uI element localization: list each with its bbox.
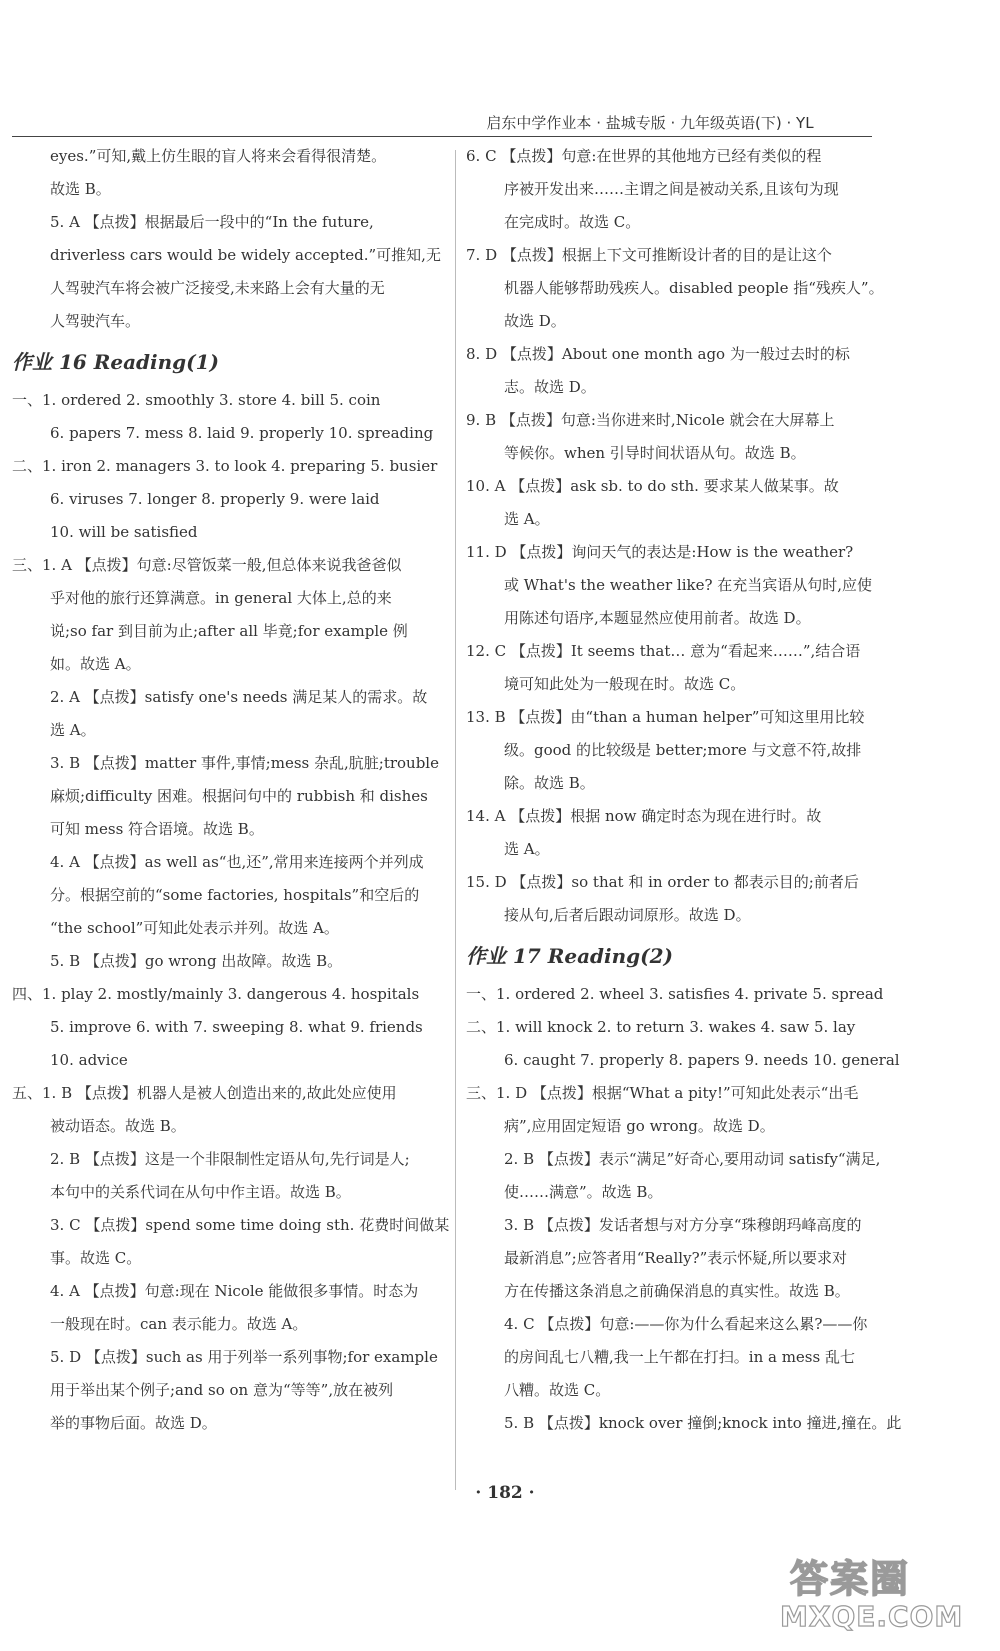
text-line: 2. A 【点拨】satisfy one's needs 满足某人的需求。故 (50, 688, 428, 706)
watermark-url: MXQE.COM (780, 1600, 964, 1633)
section-heading: 作业 16 Reading(1) (12, 350, 220, 374)
text-line: 二、1. will knock 2. to return 3. wakes 4. saw 5. lay (466, 1018, 856, 1036)
text-line: 选 A。 (504, 510, 550, 528)
text-line: 选 A。 (504, 840, 550, 858)
page-number: · 182 · (475, 1483, 535, 1503)
right-column (466, 140, 906, 1440)
section-heading: 作业 17 Reading(2) (466, 944, 674, 968)
text-line: 说;so far 到目前为止;after all 毕竟;for example 例 (50, 622, 408, 640)
text-line: 方在传播这条消息之前确保消息的真实性。故选 B。 (504, 1282, 850, 1300)
text-line: 5. B 【点拨】knock over 撞倒;knock into 撞进,撞在。此 (504, 1414, 902, 1432)
text-line: 三、1. D 【点拨】根据“What a pity!”可知此处表示“出毛 (466, 1084, 859, 1102)
text-line: 麻烦;difficulty 困难。根据问句中的 rubbish 和 dishes (50, 787, 428, 805)
left-column (12, 140, 450, 1440)
text-line: 三、1. A 【点拨】句意:尽管饭菜一般,但总体来说我爸爸似 (12, 556, 402, 574)
text-line: 人驾驶汽车将会被广泛接受,未来路上会有大量的无 (50, 279, 385, 297)
text-line: 序被开发出来……主谓之间是被动关系,且该句为现 (504, 180, 839, 198)
text-line: 6. C 【点拨】句意:在世界的其他地方已经有类似的程 (466, 147, 822, 165)
text-line: 5. A 【点拨】根据最后一段中的“In the future, (50, 213, 374, 231)
text-line: 2. B 【点拨】这是一个非限制性定语从句,先行词是人; (50, 1150, 410, 1168)
text-line: 3. B 【点拨】发话者想与对方分享“珠穆朗玛峰高度的 (504, 1216, 862, 1234)
watermark-logo (780, 1548, 990, 1648)
text-line: 等候你。when 引导时间状语从句。故选 B。 (504, 444, 806, 462)
text-line: 或 What's the weather like? 在充当宾语从句时,应使 (504, 576, 873, 594)
text-line: 5. improve 6. with 7. sweeping 8. what 9. friends (50, 1018, 423, 1036)
text-line: 接从句,后者后跟动词原形。故选 D。 (504, 906, 751, 924)
text-line: 8. D 【点拨】About one month ago 为一般过去时的标 (466, 345, 850, 363)
text-line: 人驾驶汽车。 (50, 312, 141, 330)
text-line: 级。good 的比较级是 better;more 与文意不符,故排 (504, 741, 862, 759)
text-line: 一、1. ordered 2. wheel 3. satisfies 4. private 5. spread (466, 985, 884, 1003)
text-line: 除。故选 B。 (504, 774, 595, 792)
text-line: 的房间乱七八糟,我一上午都在打扫。in a mess 乱七 (504, 1348, 855, 1366)
text-line: 被动语态。故选 B。 (50, 1117, 186, 1135)
text-line: 6. caught 7. properly 8. papers 9. needs 10. general (504, 1051, 900, 1069)
text-line: 故选 B。 (50, 180, 111, 198)
text-line: 4. C 【点拨】句意:——你为什么看起来这么累?——你 (504, 1315, 868, 1333)
text-line: 一、1. ordered 2. smoothly 3. store 4. bill 5. coin (12, 391, 381, 409)
text-line: 15. D 【点拨】so that 和 in order to 都表示目的;前者后 (466, 873, 859, 891)
text-line: 使……满意”。故选 B。 (504, 1183, 663, 1201)
text-line: 本句中的关系代词在从句中作主语。故选 B。 (50, 1183, 351, 1201)
text-line: 志。故选 D。 (504, 378, 596, 396)
text-line: 2. B 【点拨】表示“满足”好奇心,要用动词 satisfy“满足, (504, 1150, 881, 1168)
text-line: 举的事物后面。故选 D。 (50, 1414, 217, 1432)
text-line: 乎对他的旅行还算满意。in general 大体上,总的来 (50, 589, 392, 607)
text-line: 事。故选 C。 (50, 1249, 142, 1267)
text-line: 4. A 【点拨】as well as“也,还”,常用来连接两个并列成 (50, 853, 424, 871)
column-divider (455, 150, 456, 1490)
text-line: 6. papers 7. mess 8. laid 9. properly 10. spreading (50, 424, 434, 442)
text-line: 14. A 【点拨】根据 now 确定时态为现在进行时。故 (466, 807, 822, 825)
text-line: 最新消息”;应答者用“Really?”表示怀疑,所以要求对 (504, 1249, 848, 1267)
text-line: 可知 mess 符合语境。故选 B。 (50, 820, 264, 838)
text-line: 10. will be satisfied (50, 523, 198, 541)
text-line: 4. A 【点拨】句意:现在 Nicole 能做很多事情。时态为 (50, 1282, 419, 1300)
text-line: 分。根据空前的“some factories, hospitals”和空后的 (50, 886, 420, 904)
text-line: 用陈述句语序,本题显然应使用前者。故选 D。 (504, 609, 811, 627)
text-line: 12. C 【点拨】It seems that… 意为“看起来……”,结合语 (466, 642, 861, 660)
text-line: 10. advice (50, 1051, 128, 1069)
text-line: 故选 D。 (504, 312, 566, 330)
text-line: 八糟。故选 C。 (504, 1381, 611, 1399)
text-line: eyes.”可知,戴上仿生眼的盲人将来会看得很清楚。 (50, 147, 387, 165)
text-line: 如。故选 A。 (50, 655, 141, 673)
text-line: 境可知此处为一般现在时。故选 C。 (504, 675, 746, 693)
text-line: 5. B 【点拨】go wrong 出故障。故选 B。 (50, 952, 343, 970)
text-line: 五、1. B 【点拨】机器人是被人创造出来的,故此处应使用 (12, 1084, 397, 1102)
text-line: 二、1. iron 2. managers 3. to look 4. preparing 5. busier (12, 457, 438, 475)
text-line: 10. A 【点拨】ask sb. to do sth. 要求某人做某事。故 (466, 477, 839, 495)
text-line: 在完成时。故选 C。 (504, 213, 641, 231)
text-line: 6. viruses 7. longer 8. properly 9. were laid (50, 490, 380, 508)
text-line: 3. C 【点拨】spend some time doing sth. 花费时间做某 (50, 1216, 450, 1234)
text-line: 5. D 【点拨】such as 用于列举一系列事物;for example (50, 1348, 438, 1366)
running-header: 启东中学作业本 · 盐城专版 · 九年级英语(下) · YL (486, 114, 814, 132)
text-line: 3. B 【点拨】matter 事件,事情;mess 杂乱,肮脏;trouble (50, 754, 439, 772)
text-line: 7. D 【点拨】根据上下文可推断设计者的目的是让这个 (466, 246, 832, 264)
text-line: 一般现在时。can 表示能力。故选 A。 (50, 1315, 308, 1333)
text-line: “the school”可知此处表示并列。故选 A。 (50, 919, 339, 937)
text-line: 用于举出某个例子;and so on 意为“等等”,放在被列 (50, 1381, 394, 1399)
text-line: 病”,应用固定短语 go wrong。故选 D。 (504, 1117, 775, 1135)
text-line: 9. B 【点拨】句意:当你进来时,Nicole 就会在大屏幕上 (466, 411, 835, 429)
watermark-title: 答案圈 (790, 1557, 911, 1601)
text-line: 13. B 【点拨】由“than a human helper”可知这里用比较 (466, 708, 865, 726)
text-line: driverless cars would be widely accepted.”可推知,无 (50, 246, 441, 264)
text-line: 四、1. play 2. mostly/mainly 3. dangerous 4. hospitals (12, 985, 420, 1003)
header-rule (12, 136, 872, 137)
text-line: 选 A。 (50, 721, 96, 739)
text-line: 11. D 【点拨】询问天气的表达是:How is the weather? (466, 543, 854, 561)
text-line: 机器人能够帮助残疾人。disabled people 指“残疾人”。 (504, 279, 884, 297)
